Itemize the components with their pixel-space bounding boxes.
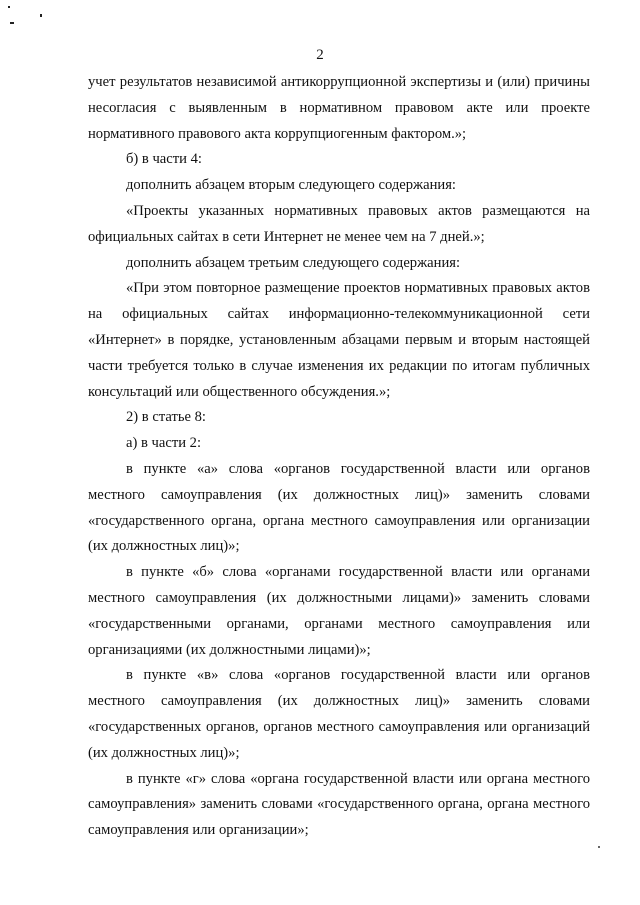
page-number: 2 <box>316 47 324 63</box>
paragraph: б) в части 4: <box>126 151 202 168</box>
paragraph: дополнить абзацем третьим следующего содержания: <box>126 254 461 271</box>
paragraph: в пункте «г» слова «органа государственной власти или органа местного самоуправления» заменить словами «государственного органа, органа местного самоуправления или организации»; <box>88 770 590 839</box>
paragraph: в пункте «в» слова «органов государственной власти или органов местного самоуправления (их должностных лиц)» заменить словами «государственных органов, органов местного самоуправления или организаций (их должностных лиц)»; <box>88 667 590 761</box>
scan-artifact <box>40 14 42 17</box>
scan-artifact <box>8 6 10 8</box>
paragraph: дополнить абзацем вторым следующего содержания: <box>126 177 456 194</box>
scan-artifact <box>598 846 600 848</box>
paragraph: «При этом повторное размещение проектов нормативных правовых актов на официальных сайтах информационно-телекоммуникационной сети «Интернет» в порядке, установленным абзацами первым и вторым настоящей части требуется только в случае изменения их редакции по итогам публичных консультаций или общественного обсуждения.»; <box>88 280 590 400</box>
paragraph: 2) в статье 8: <box>126 409 206 426</box>
document-body <box>88 70 590 844</box>
paragraph: «Проекты указанных нормативных правовых актов размещаются на официальных сайтах в сети Интернет не менее чем на 7 дней.»; <box>88 202 590 245</box>
paragraph: в пункте «б» слова «органами государственной власти или органами местного самоуправления (их должностными лицами)» заменить словами «государственными органами, органами местного самоуправления или организациями (их должностными лицами)»; <box>88 564 590 658</box>
scan-artifact <box>10 22 14 24</box>
paragraph: в пункте «а» слова «органов государственной власти или органов местного самоуправления (их должностных лиц)» заменить словами «государственного органа, органа местного самоуправления или организации (их должностных лиц)»; <box>88 460 590 555</box>
paragraph: а) в части 2: <box>126 435 202 452</box>
paragraph: учет результатов независимой антикоррупционной экспертизы и (или) причины несогласия с выявленным в нормативном правовом акте или проекте нормативного правового акта коррупциогенным фактором.»; <box>88 74 590 142</box>
